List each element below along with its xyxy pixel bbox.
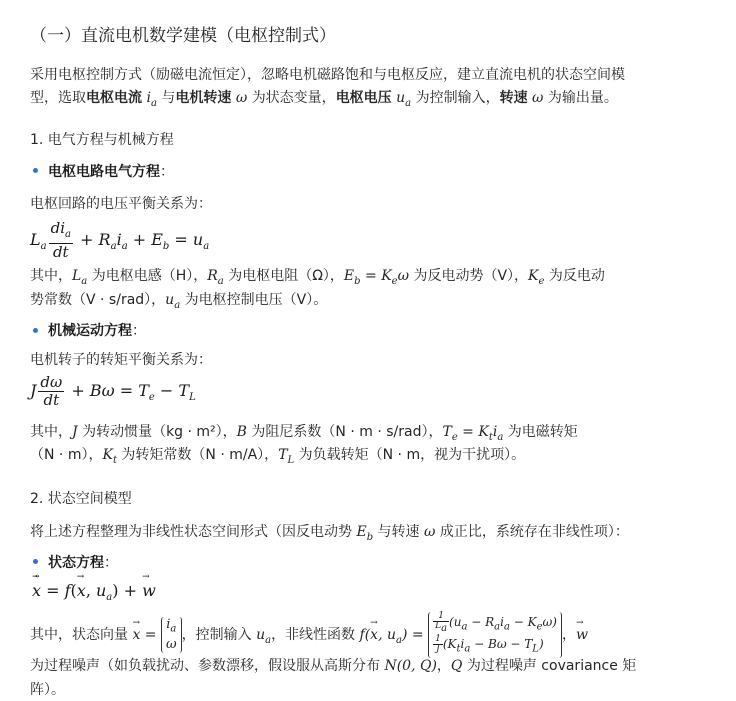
bullet-icon	[33, 168, 38, 173]
state-equation: · → x = f(→ x, $u_a$) + → w	[32, 581, 156, 603]
nonlinear-function-matrix: $\frac{1}{L_a}$ $(u_a - R_ai_a - K_e\omega)$ $\frac{1}{J}$ $(K_ti_a - B\omega - T_L)$	[428, 612, 562, 658]
state-desc-2: 为过程噪声（如负载扰动、参数漂移，假设服从高斯分布 N(0, Q)，Q 为过程噪声 covariance 矩	[30, 658, 637, 674]
bullet-mechanical: 机械运动方程：	[48, 323, 146, 339]
electric-equation: $L_a$ $\frac{di_a}{dt}$ + $R_ai_a + E_b = u_a$	[30, 219, 210, 261]
bullet-state-equation: 状态方程：	[48, 555, 118, 571]
mechanical-equation: J $\frac{d\omega}{dt}$ + $B\omega = T_e - T_L$	[30, 373, 196, 409]
electric-lead: 电枢回路的电压平衡关系为：	[30, 196, 212, 212]
mechanical-desc-1: 其中，J 为转动惯量（kg · m²），B 为阻尼系数（N · m · s/rad），$T_e = K_ti_a$ 为电磁转矩	[30, 424, 578, 443]
state-desc-3: 阵）。	[30, 682, 65, 698]
bullet-icon	[33, 328, 38, 333]
state-vector-matrix: $i_a$ ω	[161, 617, 182, 654]
section-title: （一）直流电机数学建模（电枢控制式）	[30, 26, 336, 46]
section-heading-2: 2. 状态空间模型	[30, 491, 132, 507]
intro-line-1: 采用电枢控制方式（励磁电流恒定），忽略电机磁路饱和与电枢反应，建立直流电机的状态空间模	[30, 67, 625, 83]
section-heading-1: 1. 电气方程与机械方程	[30, 132, 174, 148]
mechanical-lead: 电机转子的转矩平衡关系为：	[30, 352, 212, 368]
mechanical-desc-2: （N · m），$K_t$ 为转矩常数（N · m/A），$T_L$ 为负载转矩（N · m，视为干扰项）。	[30, 447, 526, 466]
state-space-lead: 将上述方程整理为非线性状态空间形式（因反电动势 $E_b$ 与转速 ω 成正比，系统存在非线性项）：	[30, 524, 629, 543]
bullet-electric: 电枢电路电气方程：	[48, 164, 174, 180]
state-desc-1: 其中，状态向量 → x = $i_a$ ω ，控制输入 $u_a$，非线性函数 f(→ x, $u_a$) = $\frac{1}{L_a}$ $(u_a - R_ai_a - K_e\omega)$ $\frac{1}{J}$ $(K_ti_a - B\omega - T_L)$ ，→ w	[30, 612, 588, 658]
bullet-icon	[33, 559, 38, 564]
intro-line-2: 型，选取电枢电流 $i_a$ 与电机转速 ω 为状态变量，电枢电压 $u_a$ 为控制输入，转速 ω 为输出量。	[30, 90, 618, 109]
electric-desc-1: 其中，$L_a$ 为电枢电感（H），$R_a$ 为电枢电阻（Ω），$E_b = K_e\omega$ 为反电动势（V），$K_e$ 为反电动	[30, 268, 605, 287]
electric-desc-2: 势常数（V · s/rad），$u_a$ 为电枢控制电压（V）。	[30, 292, 328, 311]
